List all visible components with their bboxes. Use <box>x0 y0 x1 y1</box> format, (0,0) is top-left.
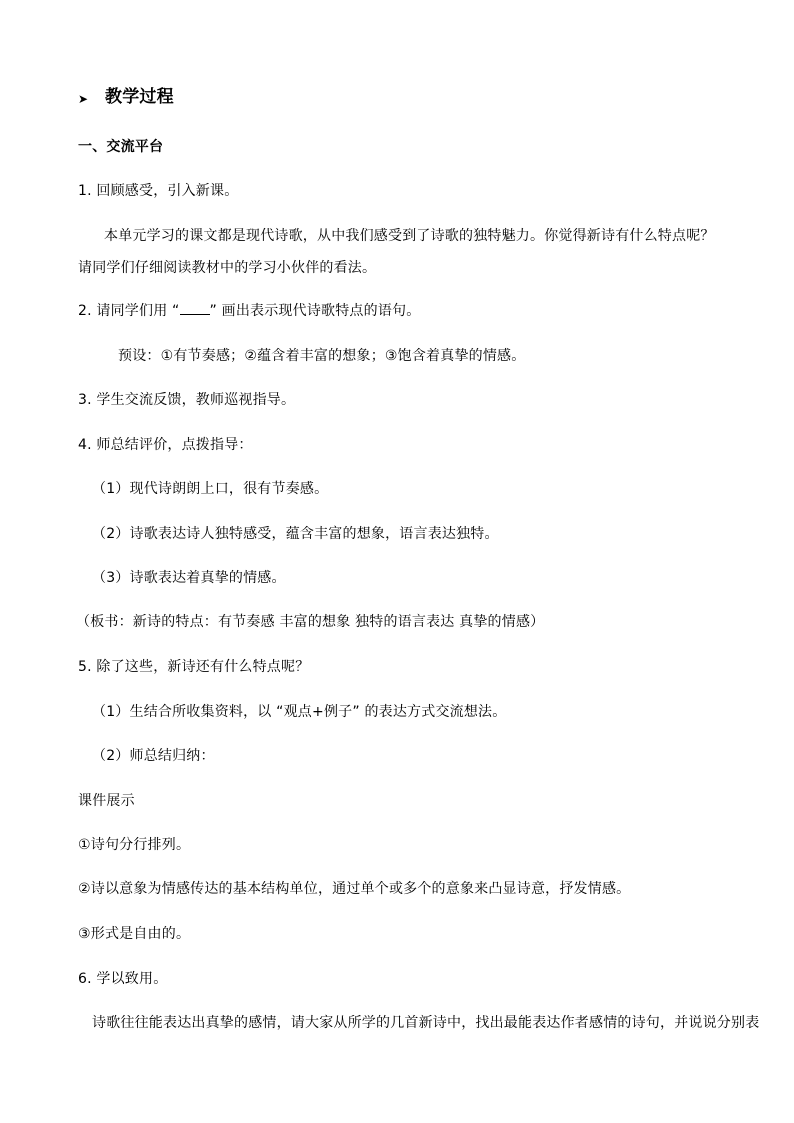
item-5-heading: 5. 除了这些，新诗还有什么特点呢？ <box>78 659 310 675</box>
courseware-point-2: ②诗以意象为情感传达的基本结构单位，通过单个或多个的意象来凸显诗意，抒发情感。 <box>78 881 631 897</box>
item-6-heading: 6. 学以致用。 <box>78 971 168 987</box>
board-note: （板书：新诗的特点：有节奏感 丰富的想象 独特的语言表达 真挚的情感） <box>76 614 545 630</box>
underline-blank <box>180 302 210 315</box>
item-6-paragraph-line-1: 诗歌往往能表达出真挚的感情，请大家从所学的几首新诗中，找出最能表达作者感情的诗句，并说说分别表 <box>92 1015 760 1031</box>
item-4-sub-3: （3）诗歌表达着真挚的情感。 <box>92 570 286 586</box>
item-1-paragraph-line-1: 本单元学习的课文都是现代诗歌，从中我们感受到了诗歌的独特魅力。你觉得新诗有什么特点呢？ <box>104 228 715 244</box>
item-2-heading-suffix: ” 画出表示现代诗歌特点的语句。 <box>209 303 421 319</box>
arrow-bullet-icon: ➤ <box>78 92 89 106</box>
item-1-paragraph-line-2: 请同学们仔细阅读教材中的学习小伙伴的看法。 <box>78 260 377 276</box>
item-5-sub-1: （1）生结合所收集资料，以 “观点+例子” 的表达方式交流想法。 <box>92 704 507 720</box>
item-4-sub-2: （2）诗歌表达诗人独特感受，蕴含丰富的想象，语言表达独特。 <box>92 526 499 542</box>
courseware-point-3: ③形式是自由的。 <box>78 926 191 942</box>
item-4-heading: 4. 师总结评价，点拨指导： <box>78 437 253 453</box>
courseware-label: 课件展示 <box>78 793 135 809</box>
item-1-heading: 1. 回顾感受，引入新课。 <box>78 183 239 199</box>
item-5-sub-2: （2）师总结归纳： <box>92 748 215 764</box>
item-2-heading <box>78 301 420 321</box>
courseware-point-1: ①诗句分行排列。 <box>78 837 191 853</box>
item-3-heading: 3. 学生交流反馈，教师巡视指导。 <box>78 392 296 408</box>
section-heading-exchange-platform: 一、交流平台 <box>78 139 164 155</box>
item-2-heading-prefix: 2. 请同学们用 “ <box>78 303 180 319</box>
page-title: 教学过程 <box>105 87 174 107</box>
item-2-preset: 预设：①有节奏感；②蕴含着丰富的想象；③饱含着真挚的情感。 <box>118 348 526 364</box>
item-4-sub-1: （1）现代诗朗朗上口，很有节奏感。 <box>92 481 329 497</box>
